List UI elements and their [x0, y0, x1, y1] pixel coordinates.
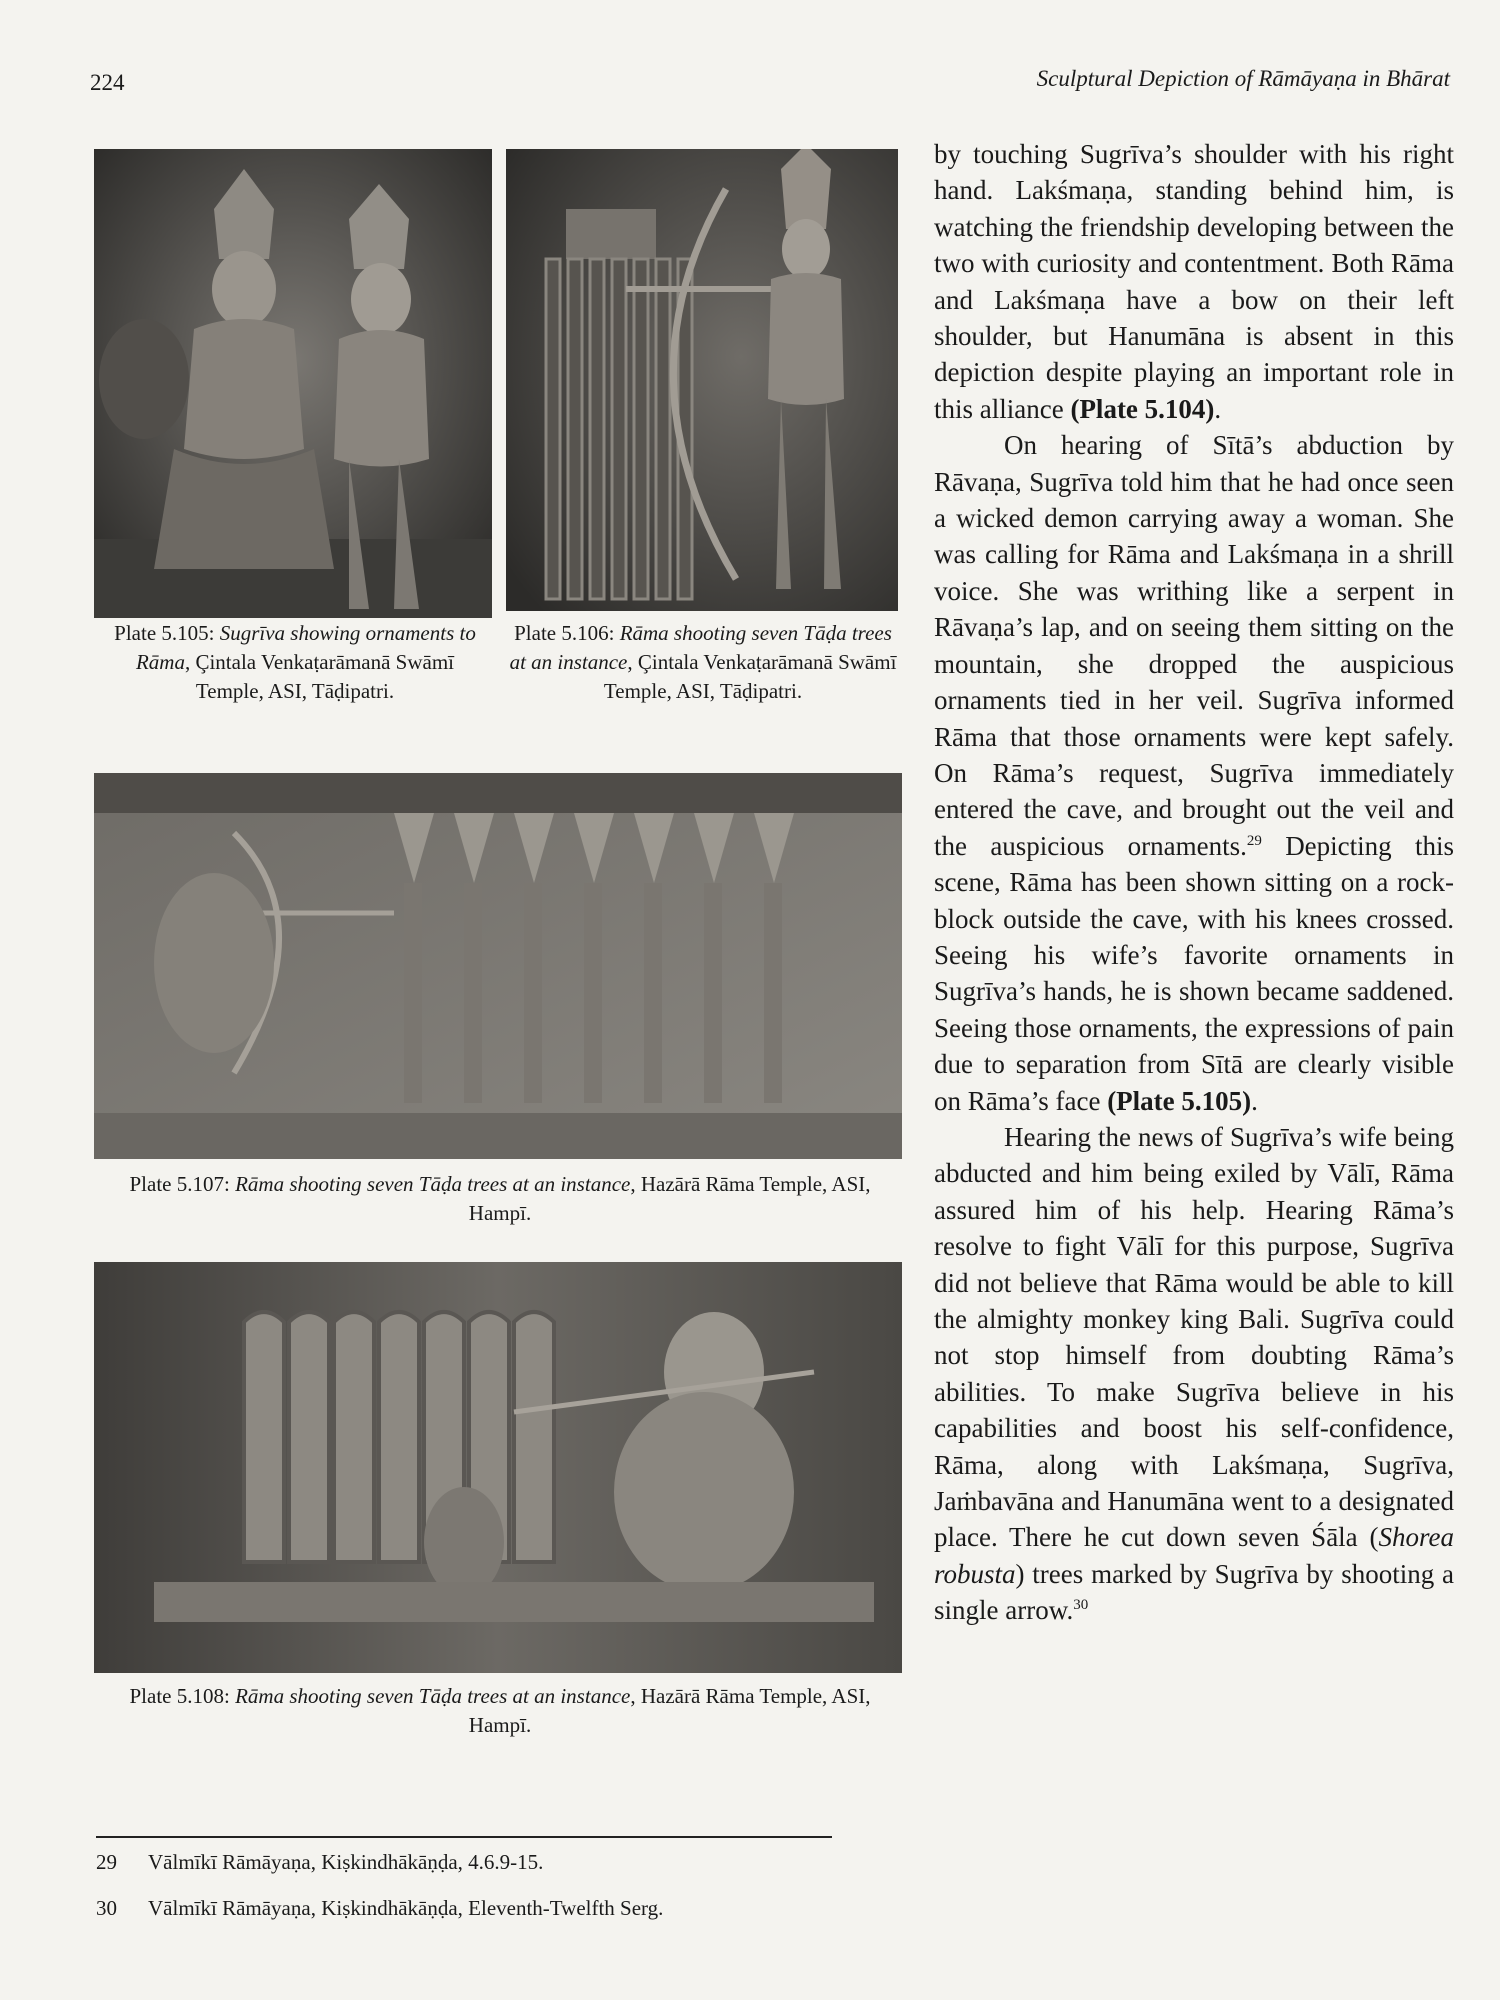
plate-reference: (Plate 5.104): [1070, 393, 1215, 424]
punctuation: .: [1251, 1085, 1258, 1116]
plate-5-106-caption: [508, 619, 898, 706]
caption-location: , Çintala Venkaṭarāmanā Swāmī Temple, ASI, Tāḍipatri.: [603, 650, 897, 703]
page-number: 224: [90, 70, 125, 95]
caption-location: , Hazārā Rāma Temple, ASI, Hampī.: [468, 1172, 871, 1225]
plate-5-108-photo: [94, 1262, 902, 1673]
caption-label: Plate 5.105:: [114, 621, 220, 645]
caption-title: Rāma shooting seven Tāḍa trees at an instance: [509, 621, 892, 674]
body-text-column: [934, 136, 1454, 1629]
plate-reference: (Plate 5.105): [1107, 1085, 1252, 1116]
botanical-name: Shorea robusta: [934, 1522, 1454, 1589]
paragraph-text: by touching Sugrīva’s shoulder with his right hand. Lakśmaṇa, standing behind him, is watching the friendship developing between the two with curiosity and contentment. Both Rāma and Lakśmaṇa have a bow on their left shoulder, but Hanumāna is absent in this depiction despite playing an important role in this alliance: [934, 139, 1454, 424]
footnote-number: 30: [96, 1896, 117, 1920]
paragraph-2: [934, 427, 1454, 1119]
plate-5-106-photo: [506, 149, 898, 611]
running-title: Sculptural Depiction of Rāmāyaṇa in Bhārat: [1036, 66, 1450, 91]
caption-title: Sugrīva showing ornaments to Rāma: [135, 621, 476, 674]
footnote-divider: [96, 1836, 832, 1838]
footnote-30: [96, 1896, 663, 1921]
footnote-text: Vālmīkī Rāmāyaṇa, Kiṣkindhākāṇḍa, Eleventh-Twelfth Serg.: [148, 1896, 664, 1920]
plate-5-108-caption: [100, 1682, 900, 1740]
paragraph-3: [934, 1119, 1454, 1629]
caption-location: , Çintala Venkaṭarāmanā Swāmī Temple, ASI, Tāḍipatri.: [184, 650, 455, 703]
footnote-text: Vālmīkī Rāmāyaṇa, Kiṣkindhākāṇḍa, 4.6.9-15.: [148, 1850, 544, 1874]
footnote-number: 29: [96, 1850, 117, 1874]
plate-5-105-caption: [100, 619, 490, 706]
plate-5-107-photo: [94, 773, 902, 1159]
paragraph-text: Hearing the news of Sugrīva’s wife being abducted and him being exiled by Vālī, Rāma assured him of his help. Hearing Rāma’s resolve to fight Vālī for this purpose, Sugrīva did not believe that Rāma would be able to kill the almighty monkey king Bali. Sugrīva could not stop himself from doubting Rāma’s abilities. To make Sugrīva believe in his capabilities and boost his self-confidence, Rāma, along with Lakśmaṇa, Sugrīva, Jaṁbavāna and Hanumāna went to a designated place. There he cut down seven Śāla (: [934, 1121, 1454, 1553]
caption-label: Plate 5.108:: [129, 1684, 236, 1708]
footnote-29: [96, 1850, 543, 1875]
plate-5-107-caption: [100, 1170, 900, 1228]
footnote-ref-29: 29: [1246, 832, 1262, 849]
paragraph-text: Depicting this scene, Rāma has been shown sitting on a rock-block outside the cave, with his knees crossed. Seeing his wife’s favorite ornaments in Sugrīva’s hands, he is shown became saddened. Seeing those ornaments, the expressions of pain due to separation from Sītā are clearly visible on Rāma’s face: [934, 830, 1454, 1116]
caption-title: Rāma shooting seven Tāḍa trees at an instance: [235, 1172, 631, 1196]
caption-location: , Hazārā Rāma Temple, ASI, Hampī.: [468, 1684, 871, 1737]
caption-label: Plate 5.106:: [514, 621, 620, 645]
paragraph-1: [934, 136, 1454, 427]
caption-label: Plate 5.107:: [129, 1172, 236, 1196]
paragraph-text: On hearing of Sītā’s abduction by Rāvaṇa, Sugrīva told him that he had once seen a wicked demon carrying away a woman. She was calling for Rāma and Lakśmaṇa in a shrill voice. She was writhing like a serpent in Rāvaṇa’s lap, and on seeing them sitting on the mountain, she dropped the auspicious ornaments tied in her veil. Sugrīva informed Rāma that those ornaments were kept safely. On Rāma’s request, Sugrīva immediately entered the cave, and brought out the veil and the auspicious ornaments.: [934, 430, 1454, 861]
plate-5-105-photo: [94, 149, 492, 618]
footnote-ref-30: 30: [1073, 1597, 1089, 1614]
punctuation: .: [1214, 393, 1222, 424]
paragraph-text: ) trees marked by Sugrīva by shooting a single arrow.: [934, 1558, 1454, 1626]
caption-title: Rāma shooting seven Tāḍa trees at an instance: [235, 1684, 631, 1708]
